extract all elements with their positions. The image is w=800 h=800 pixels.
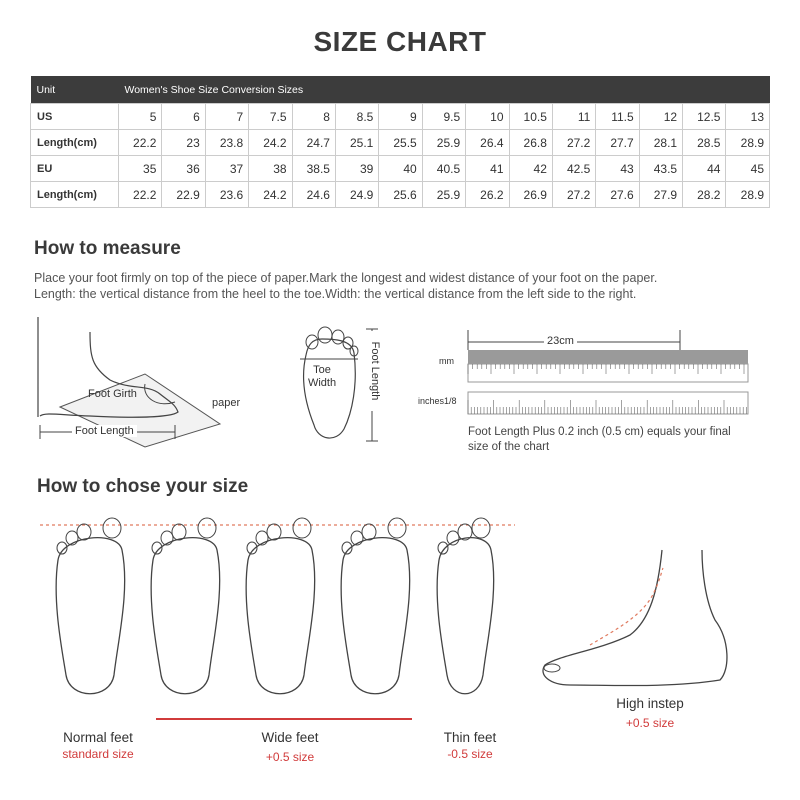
- row-label: EU: [31, 156, 119, 182]
- table-cell: 27.2: [552, 182, 595, 208]
- toe-outline: [438, 542, 448, 554]
- foot-length-vertical-label: Foot Length: [369, 331, 381, 411]
- ruler-23cm-label: 23cm: [544, 335, 577, 347]
- normal-feet-label: Normal feet: [63, 730, 133, 745]
- table-cell: 10: [466, 104, 509, 130]
- table-row: [31, 182, 770, 208]
- table-cell: 44: [683, 156, 726, 182]
- table-cell: 43.5: [639, 156, 682, 182]
- table-cell: 26.8: [509, 130, 552, 156]
- table-cell: 6: [162, 104, 205, 130]
- table-cell: 26.9: [509, 182, 552, 208]
- foot-outline: [151, 538, 220, 694]
- foot-length-label: Foot Length: [72, 425, 137, 437]
- table-cell: 42.5: [552, 156, 595, 182]
- table-cell: 45: [726, 156, 770, 182]
- toe-outline: [77, 524, 91, 540]
- foot-length-note: [468, 425, 731, 455]
- table-cell: 24.9: [335, 182, 378, 208]
- size-conversion-table: [30, 76, 770, 208]
- table-cell: 24.6: [292, 182, 335, 208]
- high-instep-sub: +0.5 size: [625, 716, 675, 730]
- table-cell: 24.2: [249, 182, 292, 208]
- foot-outline: [246, 538, 315, 694]
- table-cell: 12: [639, 104, 682, 130]
- ruler-inches-label: inches1/8: [418, 396, 457, 406]
- side-foot-illustration: [30, 312, 260, 447]
- table-row: [31, 104, 770, 130]
- high-instep-label: High instep: [616, 696, 684, 711]
- foot-outline: [341, 538, 410, 694]
- table-cell: 9: [379, 104, 422, 130]
- table-cell: 25.9: [422, 130, 465, 156]
- table-cell: 9.5: [422, 104, 465, 130]
- ruler-illustration: [460, 328, 750, 418]
- measure-line-2: Length: the vertical distance from the heel to the toe.Width: the vertical distance from the left side to the right.: [34, 287, 637, 301]
- table-cell: 24.7: [292, 130, 335, 156]
- table-cell: 27.2: [552, 130, 595, 156]
- table-cell: 27.7: [596, 130, 639, 156]
- header-description: Women's Shoe Size Conversion Sizes: [119, 76, 770, 104]
- table-cell: 28.2: [683, 182, 726, 208]
- how-to-choose-heading: How to chose your size: [37, 476, 249, 497]
- big-toe-outline: [544, 664, 560, 672]
- width-label: Width: [307, 377, 337, 389]
- table-cell: 23: [162, 130, 205, 156]
- table-row: [31, 130, 770, 156]
- toe-outline: [447, 531, 459, 545]
- table-cell: 28.9: [726, 182, 770, 208]
- table-cell: 43: [596, 156, 639, 182]
- toe-outline: [388, 518, 406, 538]
- instep-guide-line: [590, 568, 663, 645]
- table-cell: 23.8: [205, 130, 248, 156]
- table-cell: 25.9: [422, 182, 465, 208]
- table-cell: 40.5: [422, 156, 465, 182]
- table-cell: 7.5: [249, 104, 292, 130]
- table-cell: 24.2: [249, 130, 292, 156]
- paper-label: paper: [212, 397, 241, 409]
- thin-feet-label: Thin feet: [443, 730, 497, 745]
- toe-outline: [293, 518, 311, 538]
- table-cell: 7: [205, 104, 248, 130]
- toe-label: Toe: [313, 364, 331, 376]
- toe-outline: [198, 518, 216, 538]
- table-cell: 39: [335, 156, 378, 182]
- row-label: Length(cm): [31, 182, 119, 208]
- table-cell: 28.5: [683, 130, 726, 156]
- table-cell: 5: [119, 104, 162, 130]
- table-cell: 10.5: [509, 104, 552, 130]
- table-cell: 28.1: [639, 130, 682, 156]
- feet-illustrations: [30, 510, 770, 720]
- table-cell: 12.5: [683, 104, 726, 130]
- wide-feet-label: Wide feet: [261, 730, 319, 745]
- table-cell: 40: [379, 156, 422, 182]
- table-cell: 38.5: [292, 156, 335, 182]
- table-cell: 35: [119, 156, 162, 182]
- table-cell: 8: [292, 104, 335, 130]
- side-foot-outline: [543, 550, 727, 686]
- table-cell: 26.4: [466, 130, 509, 156]
- toe-outline: [172, 524, 186, 540]
- table-cell: 25.6: [379, 182, 422, 208]
- page-title: SIZE CHART: [313, 26, 487, 57]
- table-row: [31, 156, 770, 182]
- table-cell: 26.2: [466, 182, 509, 208]
- table-cell: 37: [205, 156, 248, 182]
- table-cell: 25.5: [379, 130, 422, 156]
- toe-outline: [267, 524, 281, 540]
- table-header-row: [31, 76, 770, 104]
- table-cell: 23.6: [205, 182, 248, 208]
- table-cell: 25.1: [335, 130, 378, 156]
- normal-feet-sub: standard size: [62, 747, 134, 761]
- table-cell: 8.5: [335, 104, 378, 130]
- ruler-mm-label: mm: [439, 356, 454, 366]
- measure-line-1: Place your foot firmly on top of the piece of paper.Mark the longest and widest distance of your foot on the paper.: [34, 271, 658, 285]
- foot-girth-label: Foot Girth: [88, 388, 137, 400]
- header-unit: Unit: [31, 76, 119, 104]
- toe-outline: [362, 524, 376, 540]
- table-cell: 42: [509, 156, 552, 182]
- note-line-2: size of the chart: [468, 441, 550, 453]
- table-cell: 38: [249, 156, 292, 182]
- toe-outline: [103, 518, 121, 538]
- foot-outline: [56, 538, 125, 694]
- note-line-1: Foot Length Plus 0.2 inch (0.5 cm) equals your final: [468, 426, 731, 438]
- table-cell: 27.9: [639, 182, 682, 208]
- wide-feet-underline: [156, 718, 412, 720]
- table-cell: 27.6: [596, 182, 639, 208]
- table-cell: 41: [466, 156, 509, 182]
- wide-feet-sub: +0.5 size: [265, 750, 315, 764]
- toe-outline: [472, 518, 490, 538]
- table-cell: 36: [162, 156, 205, 182]
- table-cell: 22.2: [119, 182, 162, 208]
- table-cell: 22.2: [119, 130, 162, 156]
- table-cell: 22.9: [162, 182, 205, 208]
- measure-description: [34, 270, 657, 302]
- table-cell: 28.9: [726, 130, 770, 156]
- thin-feet-sub: -0.5 size: [447, 747, 493, 761]
- table-cell: 11: [552, 104, 595, 130]
- foot-outline: [437, 538, 494, 694]
- how-to-measure-heading: How to measure: [34, 238, 181, 259]
- table-cell: 11.5: [596, 104, 639, 130]
- table-cell: 13: [726, 104, 770, 130]
- toe-width-label: [307, 364, 337, 390]
- row-label: Length(cm): [31, 130, 119, 156]
- row-label: US: [31, 104, 119, 130]
